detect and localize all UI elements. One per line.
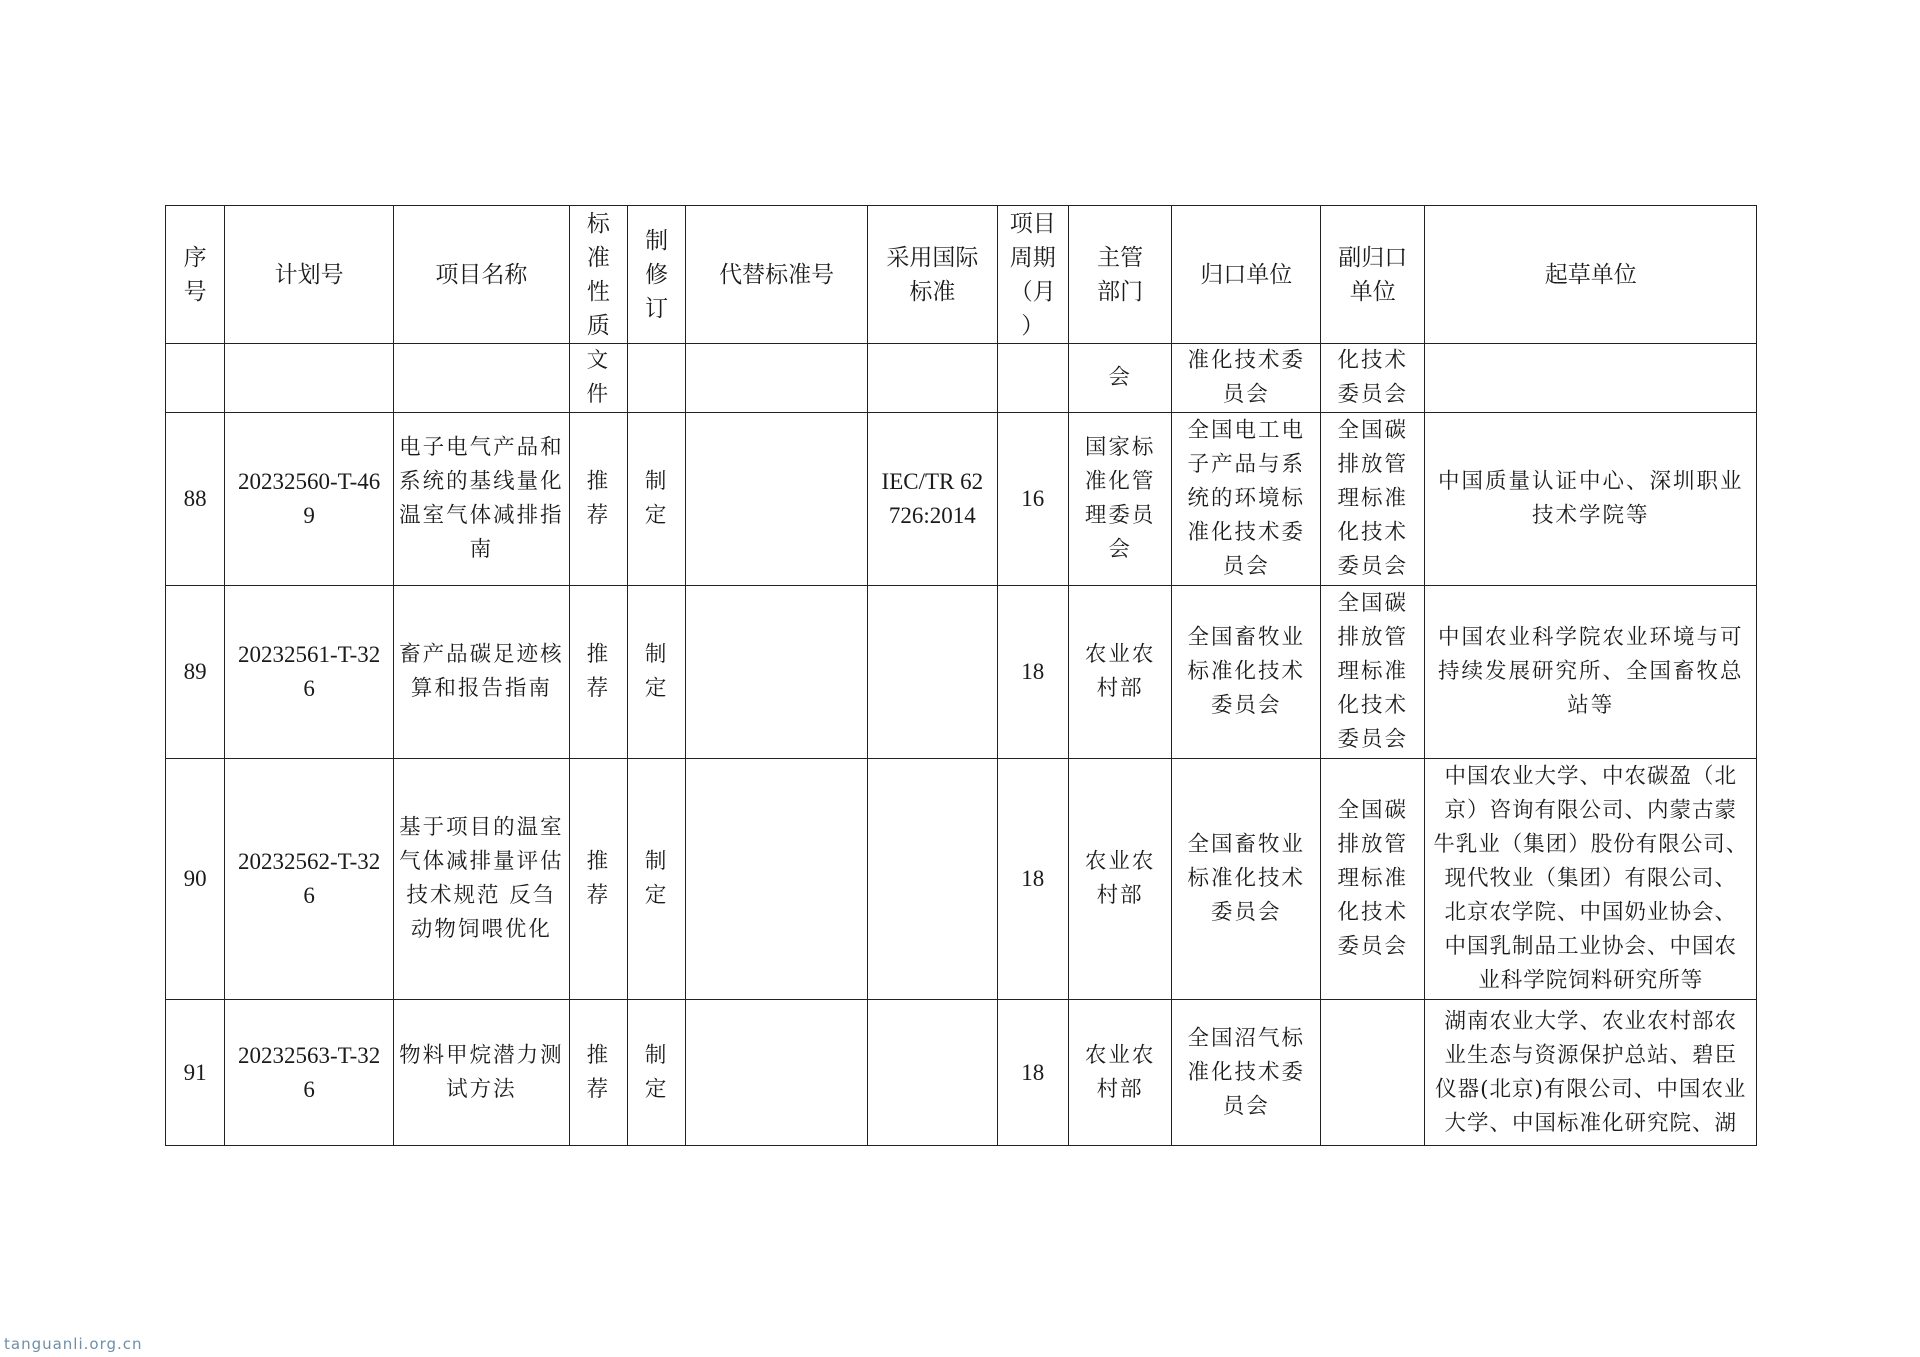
- header-department: 主管 部门: [1068, 206, 1171, 344]
- cell-period: [997, 344, 1068, 413]
- cell-revision: 制 定: [628, 759, 686, 1000]
- cell-project-name: 物料甲烷潜力测 试方法: [393, 1000, 569, 1146]
- header-seq: 序 号: [166, 206, 225, 344]
- cell-period: 18: [997, 586, 1068, 759]
- cell-technical-committee: 全国沼气标 准化技术委 员会: [1172, 1000, 1321, 1146]
- watermark-text: tanguanli.org.cn: [4, 1335, 143, 1353]
- cell-technical-committee: 全国电工电 子产品与系 统的环境标 准化技术委 员会: [1172, 413, 1321, 586]
- cell-department: 国家标 准化管 理委员 会: [1068, 413, 1171, 586]
- cell-nature: 推 荐: [569, 413, 627, 586]
- header-period: 项目 周期 （月 ）: [997, 206, 1068, 344]
- header-technical-committee: 归口单位: [1172, 206, 1321, 344]
- cell-nature: 推 荐: [569, 1000, 627, 1146]
- cell-nature: 推 荐: [569, 759, 627, 1000]
- header-sub-committee: 副归口 单位: [1321, 206, 1425, 344]
- cell-drafters: 湖南农业大学、农业农村部农 业生态与资源保护总站、碧臣 仪器(北京)有限公司、中国农业 大学、中国标准化研究院、湖: [1425, 1000, 1757, 1146]
- cell-department: 农业农 村部: [1068, 586, 1171, 759]
- header-replaced-standard: 代替标准号: [686, 206, 868, 344]
- cell-sub-committee: 全国碳 排放管 理标准 化技术 委员会: [1321, 413, 1425, 586]
- cell-sub-committee: 全国碳 排放管 理标准 化技术 委员会: [1321, 586, 1425, 759]
- cell-period: 18: [997, 759, 1068, 1000]
- table-row: [166, 759, 1757, 1000]
- cell-drafters: [1425, 344, 1757, 413]
- cell-plan-no: 20232563-T-32 6: [225, 1000, 394, 1146]
- header-intl-standard: 采用国际 标准: [868, 206, 998, 344]
- cell-intl-standard: [868, 1000, 998, 1146]
- standards-table: [165, 205, 1757, 1146]
- table-row: [166, 413, 1757, 586]
- cell-replaced-standard: [686, 1000, 868, 1146]
- cell-department: 农业农 村部: [1068, 1000, 1171, 1146]
- cell-period: 16: [997, 413, 1068, 586]
- cell-drafters: 中国农业大学、中农碳盈（北 京）咨询有限公司、内蒙古蒙 牛乳业（集团）股份有限公司、 现代牧业（集团）有限公司、 北京农学院、中国奶业协会、 中国乳制品工业协会、中国农 业科学院饲料研究所等: [1425, 759, 1757, 1000]
- cell-replaced-standard: [686, 759, 868, 1000]
- cell-technical-committee: 全国畜牧业 标准化技术 委员会: [1172, 586, 1321, 759]
- header-drafters: 起草单位: [1425, 206, 1757, 344]
- cell-seq: 90: [166, 759, 225, 1000]
- cell-seq: [166, 344, 225, 413]
- cell-intl-standard: [868, 344, 998, 413]
- cell-revision: [628, 344, 686, 413]
- cell-period: 18: [997, 1000, 1068, 1146]
- cell-sub-committee: 化技术 委员会: [1321, 344, 1425, 413]
- table-row: [166, 1000, 1757, 1146]
- header-plan-no: 计划号: [225, 206, 394, 344]
- cell-nature: 文 件: [569, 344, 627, 413]
- cell-replaced-standard: [686, 586, 868, 759]
- cell-drafters: 中国农业科学院农业环境与可 持续发展研究所、全国畜牧总 站等: [1425, 586, 1757, 759]
- cell-project-name: 基于项目的温室 气体减排量评估 技术规范 反刍 动物饲喂优化: [393, 759, 569, 1000]
- cell-seq: 88: [166, 413, 225, 586]
- cell-revision: 制 定: [628, 413, 686, 586]
- table-row: [166, 586, 1757, 759]
- header-project-name: 项目名称: [393, 206, 569, 344]
- cell-plan-no: 20232560-T-46 9: [225, 413, 394, 586]
- cell-technical-committee: 准化技术委 员会: [1172, 344, 1321, 413]
- cell-revision: 制 定: [628, 586, 686, 759]
- cell-project-name: [393, 344, 569, 413]
- cell-department: 会: [1068, 344, 1171, 413]
- cell-department: 农业农 村部: [1068, 759, 1171, 1000]
- cell-drafters: 中国质量认证中心、深圳职业 技术学院等: [1425, 413, 1757, 586]
- table-row-continuation: [166, 344, 1757, 413]
- cell-project-name: 畜产品碳足迹核 算和报告指南: [393, 586, 569, 759]
- cell-intl-standard: [868, 759, 998, 1000]
- cell-plan-no: 20232561-T-32 6: [225, 586, 394, 759]
- header-revision: 制 修 订: [628, 206, 686, 344]
- cell-project-name: 电子电气产品和 系统的基线量化 温室气体减排指 南: [393, 413, 569, 586]
- cell-intl-standard: IEC/TR 62 726:2014: [868, 413, 998, 586]
- cell-intl-standard: [868, 586, 998, 759]
- cell-replaced-standard: [686, 344, 868, 413]
- cell-revision: 制 定: [628, 1000, 686, 1146]
- cell-plan-no: [225, 344, 394, 413]
- header-row: [166, 206, 1757, 344]
- cell-seq: 89: [166, 586, 225, 759]
- header-nature: 标 准 性 质: [569, 206, 627, 344]
- cell-nature: 推 荐: [569, 586, 627, 759]
- cell-replaced-standard: [686, 413, 868, 586]
- cell-technical-committee: 全国畜牧业 标准化技术 委员会: [1172, 759, 1321, 1000]
- cell-seq: 91: [166, 1000, 225, 1146]
- cell-sub-committee: [1321, 1000, 1425, 1146]
- cell-plan-no: 20232562-T-32 6: [225, 759, 394, 1000]
- cell-sub-committee: 全国碳 排放管 理标准 化技术 委员会: [1321, 759, 1425, 1000]
